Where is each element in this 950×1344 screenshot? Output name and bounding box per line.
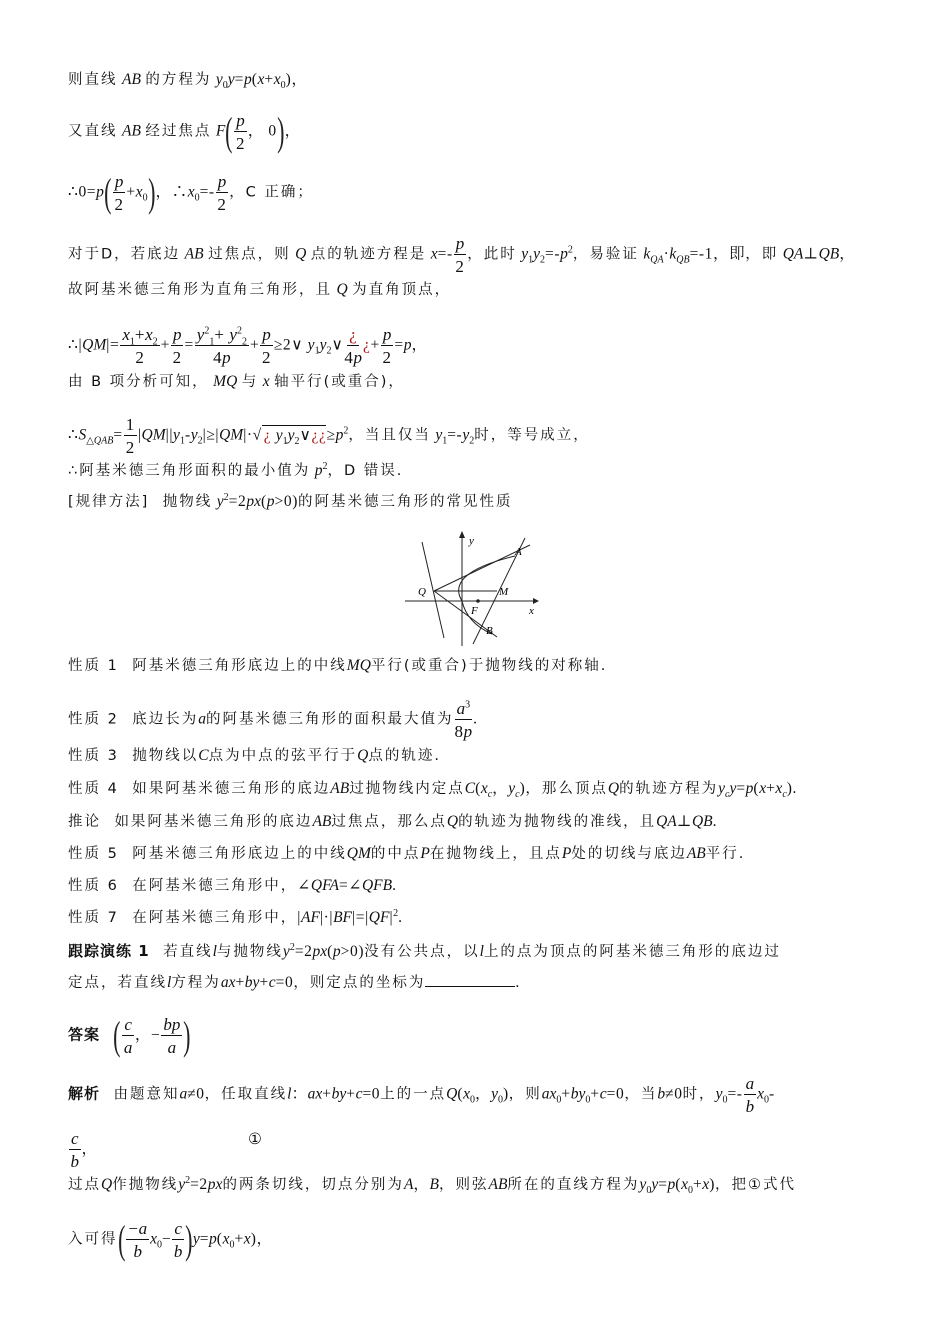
svg-text:y: y [469,535,474,547]
corollary: 推论 如果阿基米德三角形的底边AB过焦点，那么点Q的轨迹为抛物线的准线，且QA⊥QB. [68,813,718,830]
svg-text:B: B [486,625,493,637]
exercise-analysis-line-4: 入可得( $\frac{-a}{b}$ $x_0-$ $\frac{c}{b}$ )$y=p(x_0+x)$， [68,1217,273,1262]
svg-text:F: F [471,605,478,617]
property-1: 性质 1 阿基米德三角形底边上的中线MQ平行(或重合)于抛物线的对称轴. [68,657,608,674]
text-line-min-area: ∴阿基米德三角形面积的最小值为 $p^2$，D 错误. [68,460,404,479]
focus-point [476,599,480,603]
text-line-x0: ∴0=p( $\frac{p}{2}$ $+x_0$)，$\therefore x_0=-$ $\frac{p}{2}$ ，C 正确； [68,170,314,215]
text-line-right-triangle: 故阿基米德三角形为直角三角形，且 Q 为直角顶点， [68,281,452,298]
exercise-analysis-line-2: $\frac{c}{b}$ ， ① [70,1129,263,1171]
equation-marker-1: ① [248,1131,263,1148]
answer-blank [425,972,515,987]
svg-text:M: M [499,586,509,598]
text-line-focus: 又直线 AB 经过焦点 F( $\frac{p}{2}$ ， 0)， [68,109,301,154]
exercise-analysis-line-1: 解析 由题意知a≠0，任取直线l：ax+by+c=0上的一点$Q(x_0$，$y_0$)，则$ax_0+by_0+c=0$，当b≠0时，$y_0=-$ $\frac{a}{b}$ $x_0-$ [68,1074,775,1116]
exercise-analysis-line-3: 过点Q作抛物线$y^2=2px$的两条切线，切点分别为A，B，则弦AB所在的直线方程为$y_0y=p(x_0+x)$，把①式代 [68,1174,796,1197]
text-line-qm-length: ∴|QM|= $\frac{x_1+x_2}{2}$ + $\frac{p}{2}$ = $\frac{y^2_1+ y^2_2}{4p}$ + $\frac{p}{2}$ ≥2∨ $y_1y_2\vee$ $\frac{¿}{4p}$ ¿+ $\frac{p}{2}$ =p， [68,325,428,367]
text-line-area: $\therefore S_{\triangle QAB}=$ $\frac{1}{2}$ $|QM||y_1-y_2|\ge|QM|\cdot√$ ¿ $y_1y_2\vee¿¿\ge p^2$，当且仅当 $y_1=-y_2$时，等号成立， [68,415,590,457]
text-line-ab-equation: 则直线 AB 的方程为 $y_0y=p(x+x_0)$， [68,71,308,92]
property-5: 性质 5 阿基米德三角形底边上的中线QM的中点P在抛物线上，且点P处的切线与底边AB平行. [68,845,746,862]
property-4: 性质 4 如果阿基米德三角形的底边AB过抛物线内定点$C(x_c$，$y_c$)，那么顶点Q的轨迹方程为$y_cy=p(x+x_c)$. [68,780,798,801]
fraction: $\frac{p}{2}$ [217,172,227,214]
parabola-diagram [405,528,540,646]
fraction: $\frac{p}{2}$ [114,172,124,214]
exercise-question-line-2: 定点，若直线l方程为ax+by+c=0，则定点的坐标为 . [68,974,520,991]
text-line-mq-parallel: 由 B 项分析可知， MQ 与 x 轴平行(或重合)， [68,373,405,390]
svg-text:x: x [529,605,534,617]
section-heading-rule-method: [规律方法] 抛物线 $y^2=2px(p>0)$的阿基米德三角形的常见性质 [68,491,513,510]
svg-text:A: A [515,546,522,558]
fraction: $\frac{p}{2}$ [235,111,246,153]
exercise-question-line-1: 跟踪演练 1 若直线l与抛物线$y^2=2px(p>0)$没有公共点，以l上的点为顶点的阿基米德三角形的底边过 [68,941,781,960]
property-6: 性质 6 在阿基米德三角形中，∠QFA=∠QFB. [68,877,397,894]
property-3: 性质 3 抛物线以C点为中点的弦平行于Q点的轨迹. [68,747,441,764]
property-2: 性质 2 底边长为a的阿基米德三角形的面积最大值为 $\frac{a^3}{8p}$ . [68,699,478,741]
fraction: $\frac{p}{2}$ [455,234,465,276]
text-line-option-d: 对于D，若底边 AB 过焦点，则 Q 点的轨迹方程是 x=- $\frac{p}{2}$ ，此时 $y_1y_2=-p^2$，易验证 $k_{QA}\cdot k_{QB}=-1$，即，即 QA⊥QB， [68,234,856,276]
exercise-answer: 答案 ( $\frac{c}{a}$ ，− $\frac{bp}{a}$ ) [68,1013,192,1058]
property-7: 性质 7 在阿基米德三角形中，$|AF|\cdot|BF|=|QF|^2$. [68,907,403,926]
svg-text:Q: Q [418,586,426,598]
